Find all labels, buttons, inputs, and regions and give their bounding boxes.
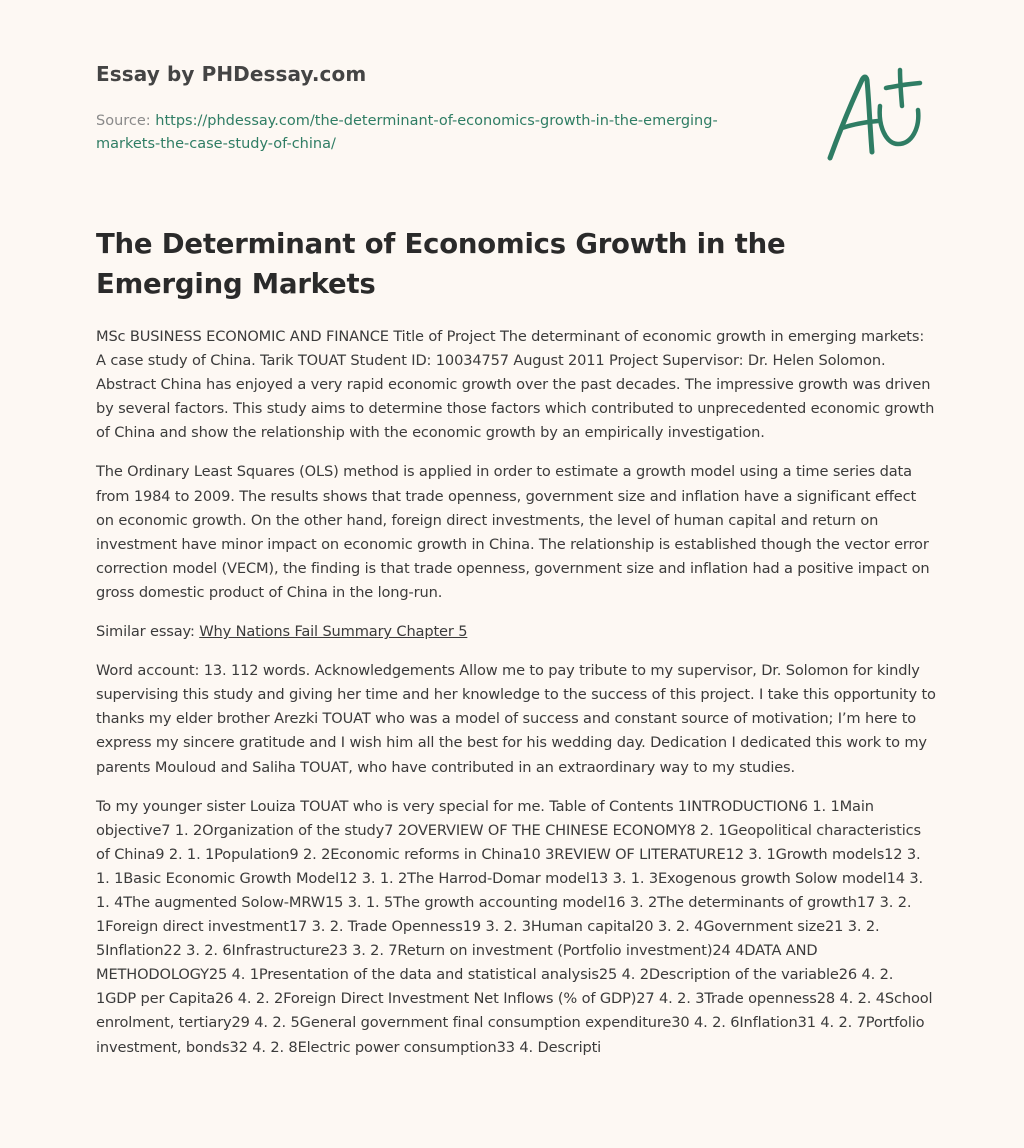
site-title: Essay by PHDessay.com [96, 62, 367, 86]
essay-paragraph: MSc BUSINESS ECONOMIC AND FINANCE Title of Project The determinant of economic growth in emerging markets: A case study of China. Tarik TOUAT Student ID: 10034757 August 2011 Project Supervisor: Dr. Helen Solomon. Abstract China has enjoyed a very rapid economic growth over the past decades. The impressive growth was driven by several factors. This study aims to determine those factors which contributed to unprecedented economic growth of China and show the relationship with the economic growth by an empirically investigation. [96, 328, 935, 442]
a-plus-logo-icon [822, 66, 932, 166]
essay-title: The Determinant of Economics Growth in the Emerging Markets [96, 228, 786, 300]
essay-body [96, 325, 936, 1075]
essay-paragraph: The Ordinary Least Squares (OLS) method is applied in order to estimate a growth model using a time series data from 1984 to 2009. The results shows that trade openness, government size and inflation have a significant effect on economic growth. On the other hand, foreign direct investments, the level of human capital and return on investment have minor impact on economic growth in China. The relationship is established though the vector error correction model (VECM), the finding is that trade openness, government size and inflation had a positive impact on gross domestic product of China in the long-run. [96, 463, 930, 601]
site-header [96, 62, 776, 156]
similar-essay-link[interactable]: Why Nations Fail Summary Chapter 5 [199, 623, 468, 641]
similar-essay-label: Similar essay: [96, 623, 200, 641]
similar-essay-line [96, 620, 936, 644]
essay-paragraph: Word account: 13. 112 words. Acknowledgements Allow me to pay tribute to my supervisor, Dr. Solomon for kindly supervising this study and giving her time and her knowledge to the success of this project. I take this opportunity to thanks my elder brother Arezki TOUAT who was a model of success and constant source of motivation; I’m here to express my sincere gratitude and I wish him all the best for his wedding day. Dedication I dedicated this work to my parents Mouloud and Saliha TOUAT, who have contributed in an extraordinary way to my studies. [96, 662, 936, 776]
source-line [96, 110, 766, 156]
source-label: Source: [96, 113, 156, 129]
essay-paragraph: To my younger sister Louiza TOUAT who is very special for me. Table of Contents 1INTRODUCTION6 1. 1Main objective7 1. 2Organization of the study7 2OVERVIEW OF THE CHINESE ECONOMY8 2. 1Geopolitical characteristics of China9 2. 1. 1Population9 2. 2Economic reforms in China10 3REVIEW OF LITERATURE12 3. 1Growth models12 3. 1. 1Basic Economic Growth Model12 3. 1. 2The Harrod-Domar model13 3. 1. 3Exogenous growth Solow model14 3. 1. 4The augmented Solow-MRW15 3. 1. 5The growth accounting model16 3. 2The determinants of growth17 3. 2. 1Foreign direct investment17 3. 2. Trade Openness19 3. 2. 3Human capital20 3. 2. 4Government size21 3. 2. 5Inflation22 3. 2. 6Infrastructure23 3. 2. 7Return on investment (Portfolio investment)24 4DATA AND METHODOLOGY25 4. 1Presentation of the data and statistical analysis25 4. 2Description of the variable26 4. 2. 1GDP per Capita26 4. 2. 2Foreign Direct Investment Net Inflows (% of GDP)27 4. 2. 3Trade openness28 4. 2. 4School enrolment, tertiary29 4. 2. 5General government final consumption expenditure30 4. 2. 6Inflation31 4. 2. 7Portfolio investment, bonds32 4. 2. 8Electric power consumption33 4. Descripti [96, 797, 933, 1056]
source-link[interactable]: https://phdessay.com/the-determinant-of-economics-growth-in-the-emerging-markets-the-case-study-of-china/ [96, 113, 718, 152]
